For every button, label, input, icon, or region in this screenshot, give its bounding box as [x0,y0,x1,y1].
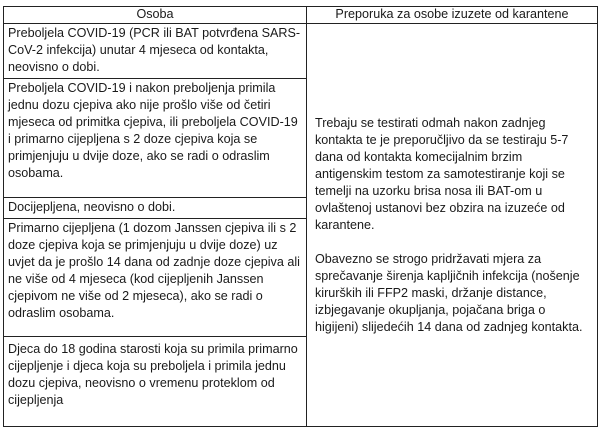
person-text: Preboljela COVID-19 (PCR ili BAT potvrđena SARS-CoV-2 infekcija) unutar 4 mjeseca od kontakta, neovisno o dobi. [8,26,301,74]
person-text: Docijepljena, neovisno o dobi. [8,200,176,214]
exemption-table [3,6,598,427]
person-cell [4,337,307,427]
person-text: Preboljela COVID-19 i nakon preboljenja primila jednu dozu cjepiva ako nije prošlo više od četiri mjeseca od primitka cjepiva, ili preboljela COVID-19 i primarno cijepljena s 2 doze cjepiva koja se primjenjuju u dvije doze, ako se radi o odraslim osobama. [8,81,298,180]
table-row [4,24,598,79]
header-person: Osoba [4,7,307,24]
header-recommendation: Preporuka za osobe izuzete od karantene [307,7,598,24]
person-cell [4,79,307,198]
recommendation-cell [307,24,598,427]
person-cell [4,198,307,219]
recommendation-paragraph: Trebaju se testirati odmah nakon zadnjeg kontakta te je preporučljivo da se testiraju 5-7 dana od kontakta komecijalnim brzim antigenskim testom za samotestiranje koji se temelji na uzorku brisa nosa ili BAT-om u ovlaštenoj ustanovi bez obzira na izuzeće od karantene. [315,115,569,232]
person-cell [4,219,307,337]
recommendation-paragraph: Obavezno se strogo pridržavati mjera za sprečavanje širenja kapljičnih infekcija (nošenje kirurških ili FFP2 maski, držanje distance, izbjegavanje okupljanja, pojačana briga o higijeni) slijedećih 14 dana od zadnjeg kontakta. [315,251,583,334]
person-text: Djeca do 18 godina starosti koja su primila primarno cijepljenje i djeca koja su preboljela i primila jednu dozu cjepiva, neovisno o vremenu proteklom od cijepljenja [8,342,298,407]
person-text: Primarno cijepljena (1 dozom Janssen cjepiva ili s 2 doze cjepiva koja se primjenjuju u dvije doze) uz uvjet da je prošlo 14 dana od zadnje doze cjepiva ali ne više od 4 mjeseca (kod cijepljenih Janssen cjepivom ne više od 2 mjeseca), ako se radi o odraslim osobama. [8,221,300,320]
person-cell [4,24,307,79]
header-row [4,7,598,24]
